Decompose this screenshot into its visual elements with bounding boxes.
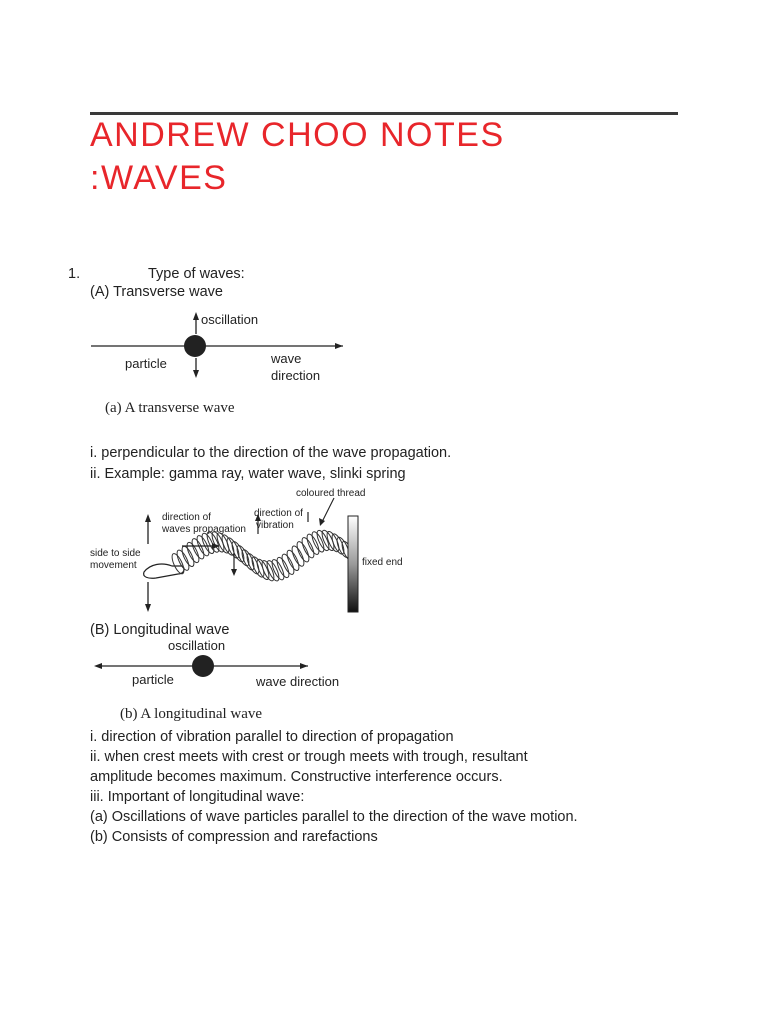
thread-pointer-arrowhead <box>319 518 325 526</box>
particle-dot <box>184 335 206 357</box>
transverse-label: (A) Transverse wave <box>90 284 223 300</box>
title-line-2: :WAVES <box>90 159 228 197</box>
fixed-end-label: fixed end <box>362 557 403 568</box>
coloured-thread-label: coloured thread <box>296 488 366 499</box>
particle-label: particle <box>125 356 167 371</box>
oscillation-arrowhead-up <box>193 312 199 320</box>
longitudinal-wave-figure <box>86 636 366 726</box>
longitudinal-point-2: ii. when crest meets with crest or trough meets with trough, resultant <box>90 749 528 765</box>
long-particle-label: particle <box>132 672 174 687</box>
transverse-point-1: i. perpendicular to the direction of the wave propagation. <box>90 445 452 461</box>
long-axis-arrowhead <box>300 663 308 669</box>
transverse-point-2: ii. Example: gamma ray, water wave, slinki spring <box>90 466 406 482</box>
longitudinal-point-4: iii. Important of longitudinal wave: <box>90 789 305 805</box>
oscillation-arrowhead-down <box>193 370 199 378</box>
longitudinal-point-5: (a) Oscillations of wave particles parallel to the direction of the wave motion. <box>90 809 578 825</box>
transverse-caption: (a) A transverse wave <box>105 400 235 416</box>
direction-propagation-label-1: direction of <box>162 512 211 523</box>
fixed-end-bar <box>348 516 358 612</box>
wave-direction-arrowhead <box>335 343 343 349</box>
section-number: 1. <box>68 266 81 282</box>
long-wave-direction-label: wave direction <box>256 674 340 689</box>
longitudinal-point-1: i. direction of vibration parallel to direction of propagation <box>90 729 454 745</box>
direction-propagation-label-2: waves propagation <box>162 524 246 535</box>
side-movement-label-1: side to side <box>90 548 141 559</box>
direction-vibration-label-2: vibration <box>256 520 294 531</box>
page-title <box>90 114 690 200</box>
section-heading: Type of waves: <box>148 266 245 282</box>
thread-pointer-line <box>322 498 334 522</box>
wave-label: wave <box>271 351 302 366</box>
oscillation-label: oscillation <box>201 312 259 327</box>
longitudinal-label: (B) Longitudinal wave <box>90 622 230 638</box>
side-arrowhead-up <box>145 514 151 522</box>
direction-label: direction <box>271 368 321 383</box>
longitudinal-caption: (b) A longitudinal wave <box>120 706 263 722</box>
transverse-wave-figure <box>85 300 345 425</box>
slinky-spring-figure <box>86 484 416 616</box>
side-arrowhead-down <box>145 604 151 612</box>
vibration-arrowhead-2 <box>231 569 237 576</box>
title-line-1: ANDREW CHOO NOTES <box>90 116 505 154</box>
direction-vibration-label-1: direction of <box>254 508 303 519</box>
long-axis-arrowhead-left <box>94 663 102 669</box>
side-movement-label-2: movement <box>90 560 137 571</box>
longitudinal-point-3: amplitude becomes maximum. Constructive interference occurs. <box>90 769 503 785</box>
longitudinal-point-6: (b) Consists of compression and rarefactions <box>90 829 378 845</box>
long-oscillation-label: oscillation <box>168 638 226 653</box>
spring-coils <box>170 529 357 583</box>
long-particle-dot <box>192 655 214 677</box>
